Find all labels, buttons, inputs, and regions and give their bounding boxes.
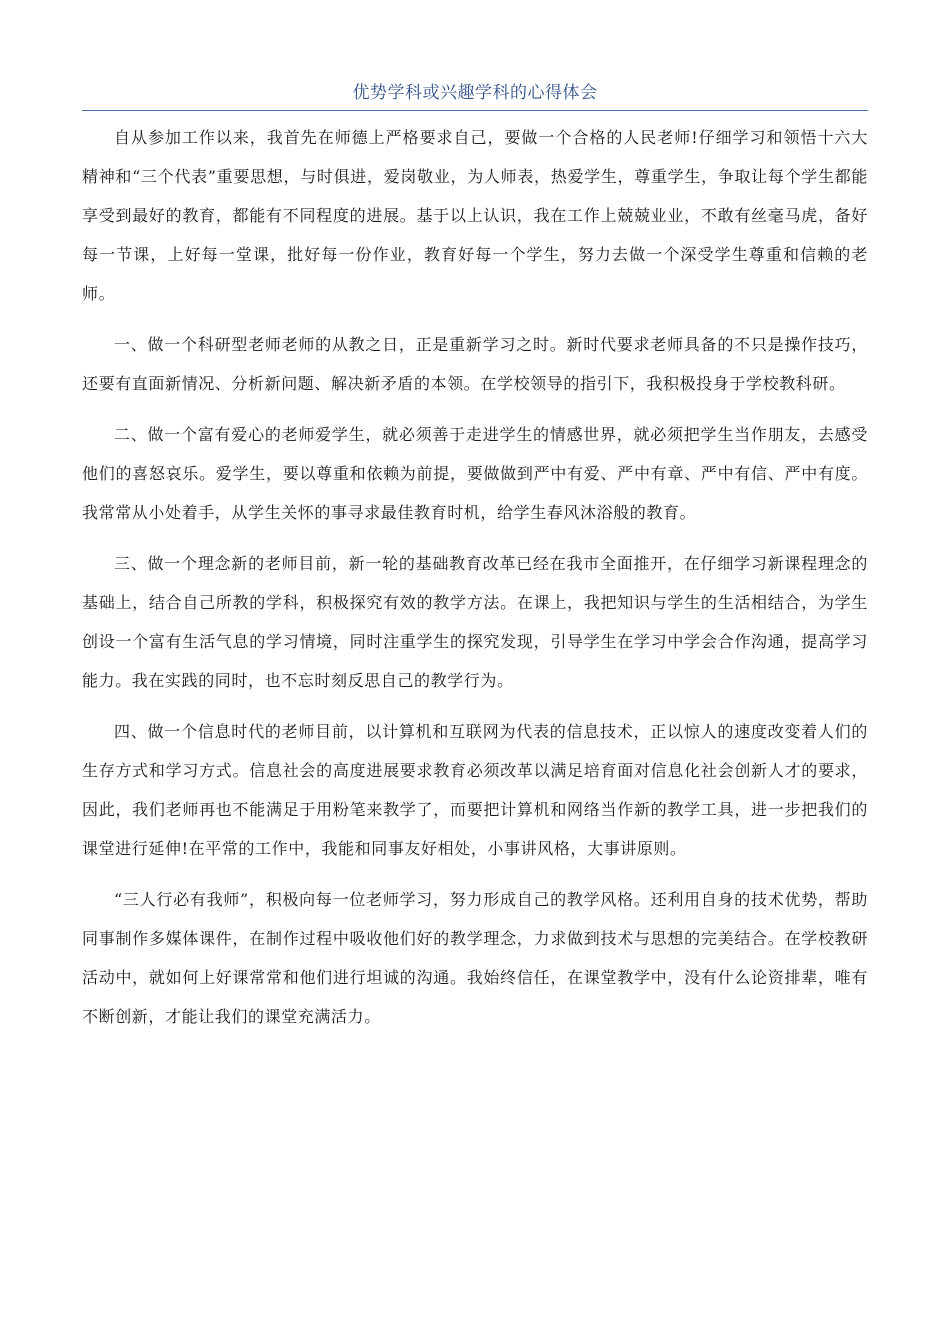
paragraph-research-teacher: 一、做一个科研型老师老师的从教之日，正是重新学习之时。新时代要求老师具备的不只是操作技巧，还要有直面新情况、分析新问题、解决新矛盾的本领。在学校领导的指引下，我积极投身于学校教科研。 bbox=[82, 335, 868, 393]
paragraph-intro: 自从参加工作以来，我首先在师德上严格要求自己，要做一个合格的人民老师!仔细学习和领悟十六大精神和“三个代表”重要思想，与时俱进，爱岗敬业，为人师表，热爱学生，尊重学生，争取让每个学生都能享受到最好的教育，都能有不同程度的进展。基于以上认识，我在工作上兢兢业业，不敢有丝毫马虎，备好每一节课，上好每一堂课，批好每一份作业，教育好每一个学生，努力去做一个深受学生尊重和信赖的老师。 bbox=[82, 128, 868, 303]
paragraph-information-age-teacher: 四、做一个信息时代的老师目前，以计算机和互联网为代表的信息技术，正以惊人的速度改变着人们的生存方式和学习方式。信息社会的高度进展要求教育必须改革以满足培育面对信息化社会创新人才的要求，因此，我们老师再也不能满足于用粉笔来教学了，而要把计算机和网络当作新的教学工具，进一步把我们的课堂进行延伸!在平常的工作中，我能和同事友好相处，小事讲风格，大事讲原则。 bbox=[82, 722, 868, 858]
page-title: 优势学科或兴趣学科的心得体会 bbox=[352, 83, 598, 103]
paragraph-new-concept-teacher: 三、做一个理念新的老师目前，新一轮的基础教育改革已经在我市全面推开，在仔细学习新课程理念的基础上，结合自己所教的学科，积极探究有效的教学方法。在课上，我把知识与学生的生活相结合，为学生创设一个富有生活气息的学习情境，同时注重学生的探究发现，引导学生在学习中学会合作沟通，提高学习能力。我在实践的同时，也不忘时刻反思自己的教学行为。 bbox=[82, 554, 868, 690]
document-body bbox=[82, 118, 868, 1048]
paragraph-caring-teacher: 二、做一个富有爱心的老师爱学生，就必须善于走进学生的情感世界，就必须把学生当作朋友，去感受他们的喜怒哀乐。爱学生，要以尊重和依赖为前提，要做做到严中有爱、严中有章、严中有信、严中有度。我常常从小处着手，从学生关怀的事寻求最佳教育时机，给学生春风沐浴般的教育。 bbox=[82, 425, 868, 522]
paragraph-learning-from-peers: “三人行必有我师”，积极向每一位老师学习，努力形成自己的教学风格。还利用自身的技术优势，帮助同事制作多媒体课件，在制作过程中吸收他们好的教学理念，力求做到技术与思想的完美结合。在学校教研活动中，就如何上好课常常和他们进行坦诚的沟通。我始终信任，在课堂教学中，没有什么论资排辈，唯有不断创新，才能让我们的课堂充满活力。 bbox=[82, 890, 868, 1026]
page-header bbox=[82, 78, 868, 111]
